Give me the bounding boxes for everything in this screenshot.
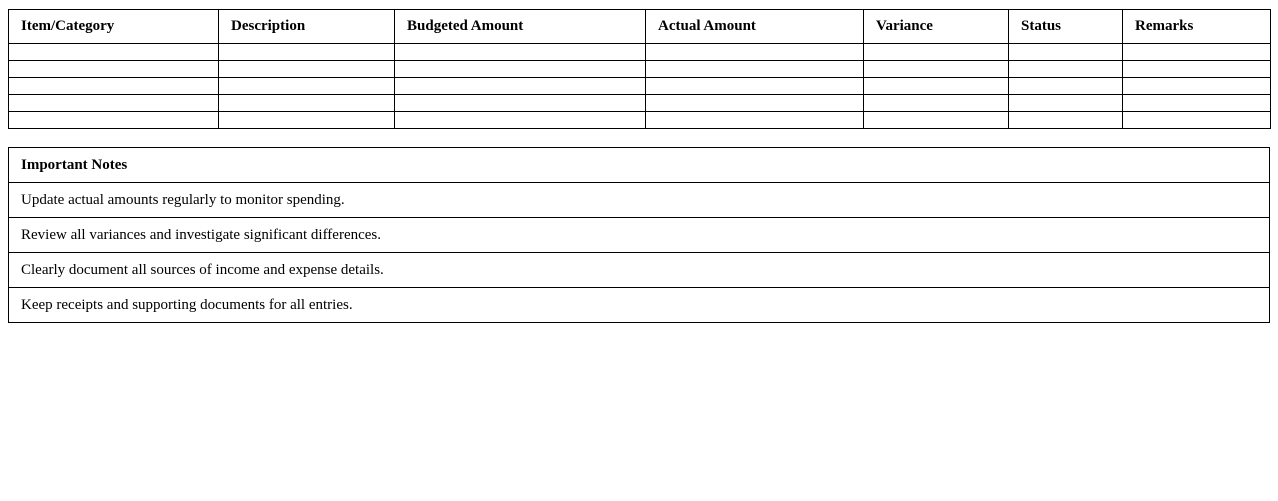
note-row [9,288,1270,323]
table-cell [1009,95,1123,112]
note-item: Keep receipts and supporting documents for all entries. [9,288,1270,323]
table-cell [1123,61,1271,78]
column-header-status: Status [1009,10,1123,44]
table-cell [395,44,646,61]
table-row [9,61,1271,78]
table-cell [864,61,1009,78]
table-cell [1009,61,1123,78]
table-cell [9,44,219,61]
note-item: Update actual amounts regularly to monitor spending. [9,183,1270,218]
table-cell [9,61,219,78]
table-cell [1123,44,1271,61]
table-cell [395,78,646,95]
table-cell [395,95,646,112]
note-row [9,183,1270,218]
table-cell [395,61,646,78]
table-cell [646,112,864,129]
column-header-variance: Variance [864,10,1009,44]
table-cell [646,95,864,112]
table-cell [864,112,1009,129]
column-header-budgeted-amount: Budgeted Amount [395,10,646,44]
table-cell [646,78,864,95]
column-header-item-category: Item/Category [9,10,219,44]
table-cell [864,44,1009,61]
table-cell [864,95,1009,112]
column-header-actual-amount: Actual Amount [646,10,864,44]
table-cell [9,95,219,112]
table-row [9,78,1271,95]
table-cell [9,112,219,129]
notes-header-row [9,148,1270,183]
table-cell [646,61,864,78]
note-row [9,253,1270,288]
table-cell [1009,78,1123,95]
table-cell [864,78,1009,95]
table-row [9,95,1271,112]
table-cell [1123,78,1271,95]
table-cell [395,112,646,129]
table-cell [1009,44,1123,61]
table-cell [646,44,864,61]
table-row [9,44,1271,61]
table-cell [219,112,395,129]
document-page [8,9,1270,323]
table-cell [1123,95,1271,112]
table-header-row [9,10,1271,44]
column-header-remarks: Remarks [1123,10,1271,44]
table-cell [1009,112,1123,129]
table-cell [219,95,395,112]
table-cell [219,78,395,95]
note-item: Clearly document all sources of income and expense details. [9,253,1270,288]
table-cell [219,44,395,61]
note-item: Review all variances and investigate significant differences. [9,218,1270,253]
table-row [9,112,1271,129]
note-row [9,218,1270,253]
table-cell [9,78,219,95]
table-cell [1123,112,1271,129]
notes-heading: Important Notes [9,148,1270,183]
column-header-description: Description [219,10,395,44]
budget-table [8,9,1271,129]
important-notes-table [8,147,1270,323]
table-cell [219,61,395,78]
